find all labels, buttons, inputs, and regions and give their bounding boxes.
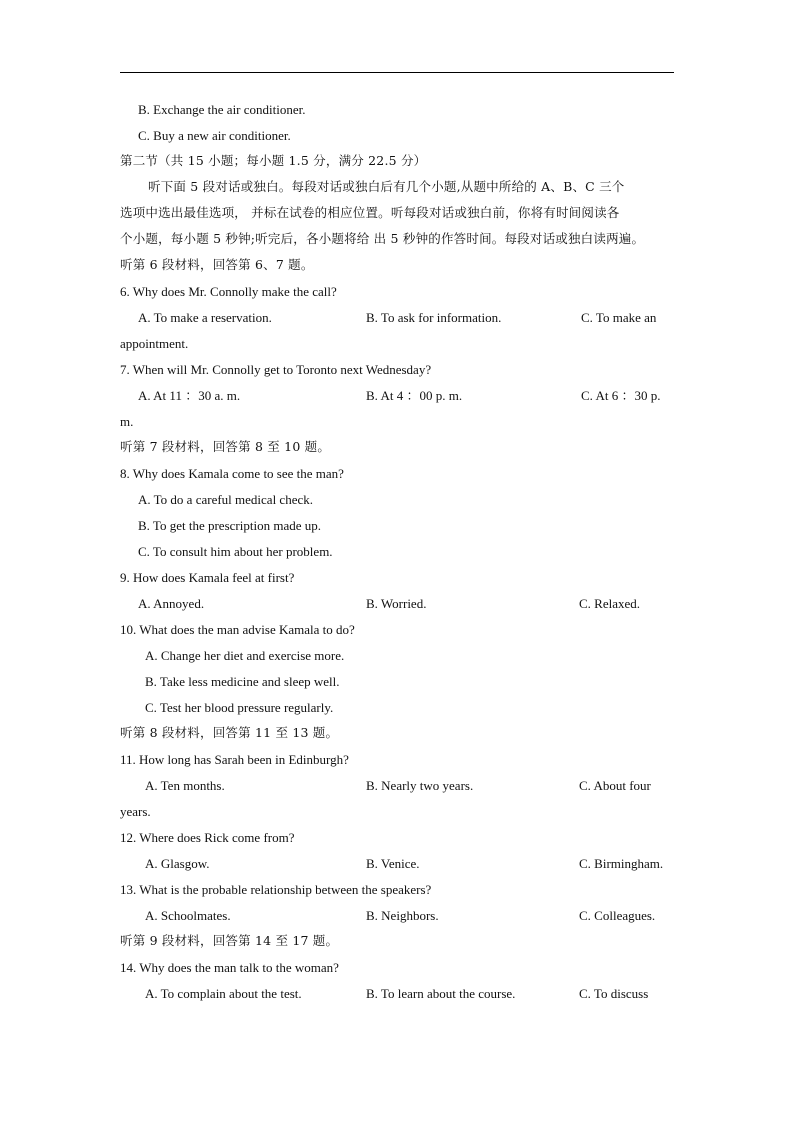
q10-option-b: B. Take less medicine and sleep well.: [145, 674, 340, 689]
question-11: 11. How long has Sarah been in Edinburgh?: [120, 752, 349, 767]
q9-option-b: B. Worried.: [366, 596, 427, 611]
question-7: 7. When will Mr. Connolly get to Toronto next Wednesday?: [120, 362, 432, 377]
question-8: 8. Why does Kamala come to see the man?: [120, 466, 344, 481]
question-12: 12. Where does Rick come from?: [120, 830, 295, 845]
material-9-heading: 听第 9 段材料，回答第 14 至 17 题。: [120, 933, 339, 948]
question-10: 10. What does the man advise Kamala to do?: [120, 622, 355, 637]
q11-option-b: B. Nearly two years.: [366, 778, 474, 793]
question-6: 6. Why does Mr. Connolly make the call?: [120, 284, 337, 299]
q14-option-a: A. To complain about the test.: [145, 986, 302, 1001]
q11-option-c-continued: years.: [120, 804, 151, 819]
instructions-line-1: 听下面 5 段对话或独白。每段对话或独白后有几个小题,从题中所给的 A、B、C 三个: [148, 179, 625, 194]
material-7-heading: 听第 7 段材料，回答第 8 至 10 题。: [120, 439, 331, 454]
q7-option-b: B. At 4 ：00 p. m.: [366, 388, 463, 403]
q14-option-b: B. To learn about the course.: [366, 986, 516, 1001]
header-rule: [120, 72, 674, 73]
q8-option-b: B. To get the prescription made up.: [138, 518, 321, 533]
q6-option-c-continued: appointment.: [120, 336, 189, 351]
material-8-heading: 听第 8 段材料，回答第 11 至 13 题。: [120, 725, 339, 740]
q13-option-a: A. Schoolmates.: [145, 908, 231, 923]
q6-option-a: A. To make a reservation.: [138, 310, 272, 325]
q13-option-b: B. Neighbors.: [366, 908, 439, 923]
question-14: 14. Why does the man talk to the woman?: [120, 960, 339, 975]
question-9: 9. How does Kamala feel at first?: [120, 570, 295, 585]
question-13: 13. What is the probable relationship between the speakers?: [120, 882, 432, 897]
q7-option-c-continued: m.: [120, 414, 134, 429]
q8-option-a: A. To do a careful medical check.: [138, 492, 313, 507]
q7-option-c: C. At 6 ：30 p.: [581, 388, 661, 403]
q11-option-c: C. About four: [579, 778, 651, 793]
q12-option-c: C. Birmingham.: [579, 856, 664, 871]
instructions-line-2: 选项中选出最佳选项， 并标在试卷的相应位置。听每段对话或独白前，你将有时间阅读各: [120, 205, 620, 220]
q7-option-a: A. At 11 ：30 a. m.: [138, 388, 241, 403]
q10-option-c: C. Test her blood pressure regularly.: [145, 700, 334, 715]
material-6-heading: 听第 6 段材料，回答第 6、7 题。: [120, 257, 314, 272]
instructions-line-3: 个小题，每小题 5 秒钟;听完后，各小题将给 出 5 秒钟的作答时间。每段对话或独白读两遍。: [120, 231, 645, 246]
q9-option-c: C. Relaxed.: [579, 596, 641, 611]
q9-option-a: A. Annoyed.: [138, 596, 205, 611]
q5-option-b: B. Exchange the air conditioner.: [138, 102, 306, 117]
q6-option-b: B. To ask for information.: [366, 310, 502, 325]
section-title: 第二节（共 15 小题；每小题 1.5 分，满分 22.5 分）: [120, 153, 427, 168]
q11-option-a: A. Ten months.: [145, 778, 225, 793]
q12-option-b: B. Venice.: [366, 856, 420, 871]
q5-option-c: C. Buy a new air conditioner.: [138, 128, 291, 143]
q8-option-c: C. To consult him about her problem.: [138, 544, 333, 559]
q13-option-c: C. Colleagues.: [579, 908, 656, 923]
q12-option-a: A. Glasgow.: [145, 856, 210, 871]
q6-option-c: C. To make an: [581, 310, 657, 325]
q10-option-a: A. Change her diet and exercise more.: [145, 648, 345, 663]
q14-option-c: C. To discuss: [579, 986, 649, 1001]
